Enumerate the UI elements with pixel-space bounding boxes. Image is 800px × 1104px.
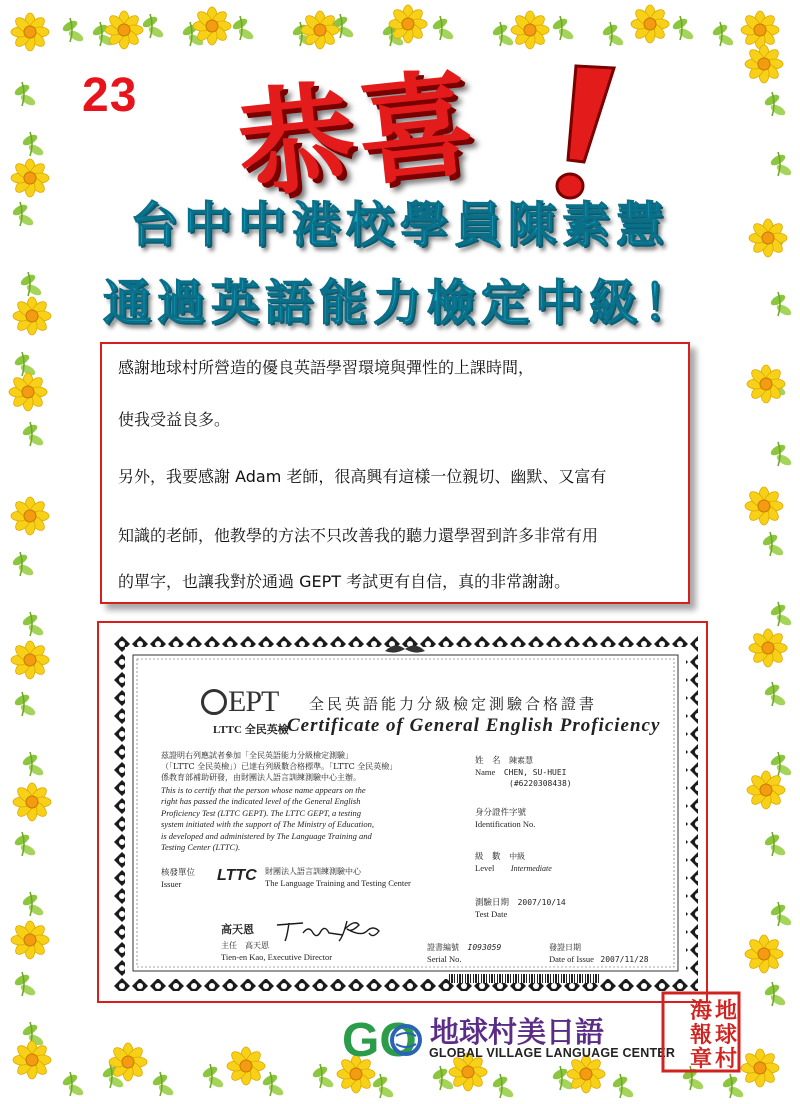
director-title: 主任 高天恩 Tien-en Kao, Executive Director	[221, 941, 333, 962]
testimonial-line: 知識的老師，他教學的方法不只改善我的聽力還學習到許多非常有用	[118, 526, 599, 545]
school-name-zh: 地球村美日語	[430, 1015, 605, 1049]
issuer-block: 核發單位 Issuer	[161, 867, 196, 889]
svg-text:村: 村	[715, 1046, 738, 1072]
svg-text:報: 報	[690, 1022, 713, 1048]
issue-date: 發證日期 Date of Issue 2007/11/28	[549, 943, 649, 964]
svg-text:章: 章	[690, 1046, 713, 1072]
gept-logo: EPT	[201, 685, 278, 719]
certificate-body-en: This is to certify that the person whose name appears on the right has passed the indicated level of the General English Proficiency Test (LTTC GEPT). The LTTC GEPT, a testing system initiated with the support of The Ministry of Education, is developed and administered by The Language Training and Testing Center (LTTC).	[161, 785, 374, 853]
certificate	[113, 635, 698, 991]
field-test-date: 測驗日期 2007/10/14 Test Date	[475, 897, 566, 919]
certificate-title-zh: 全民英語能力分級檢定測驗合格證書	[309, 695, 598, 713]
headline-student: 台中中港校學員陳素慧	[129, 197, 670, 253]
issuer-logo: LTTC	[217, 867, 257, 884]
lttc-logo-caption: LTTC 全民英檢	[213, 724, 289, 736]
director-name-zh: 高天恩	[221, 923, 254, 936]
svg-text:球: 球	[715, 1022, 738, 1048]
congrats-text: 恭喜	[231, 55, 485, 216]
poster-number: 23	[82, 69, 138, 122]
go-logo	[340, 1014, 430, 1064]
testimonial-line: 使我受益良多。	[118, 410, 231, 429]
field-level: 級 數 中級 Level Intermediate	[475, 851, 552, 873]
barcode	[449, 974, 599, 983]
globe-icon	[201, 689, 227, 715]
issuer-name: 財團法人語言訓練測驗中心 The Language Training and Testing Center	[265, 867, 411, 888]
headline-achievement: 通過英語能力檢定中級！	[102, 275, 697, 331]
testimonial-line: 的單字，也讓我對於通過 GEPT 考試更有自信，真的非常謝謝。	[118, 572, 571, 591]
school-seal-stamp	[660, 990, 742, 1074]
field-name: 姓 名 陳素慧 Name CHEN, SU-HUEI (#6220308438)	[475, 755, 572, 788]
svg-text:地: 地	[715, 998, 738, 1024]
svg-text:海: 海	[690, 998, 713, 1024]
testimonial-box	[100, 342, 690, 604]
congrats-banner	[0, 40, 800, 216]
field-identification: 身分證件字號 Identification No.	[475, 807, 536, 829]
svg-text:GO: GO	[342, 1014, 417, 1064]
certificate-frame	[97, 621, 708, 1003]
certificate-body-zh: 茲證明右列應試者參加「全民英語能力分級檢定測驗」 （「LTTC 全民英檢」）已達右列級數合格標準。「LTTC 全民英檢」 係教育部補助研發，由財團法人語言訓練測驗中心主辦。	[161, 751, 398, 782]
testimonial-line: 另外，我要感謝 Adam 老師，很高興有這樣一位親切、幽默、又富有	[118, 467, 607, 486]
certificate-title-en: Certificate of General English Proficiency	[287, 715, 661, 736]
testimonial-line: 感謝地球村所營造的優良英語學習環境與彈性的上課時間，	[118, 358, 535, 377]
school-name-en: GLOBAL VILLAGE LANGUAGE CENTER	[429, 1046, 676, 1060]
serial-number: 證書編號 I093059 Serial No.	[427, 943, 502, 964]
